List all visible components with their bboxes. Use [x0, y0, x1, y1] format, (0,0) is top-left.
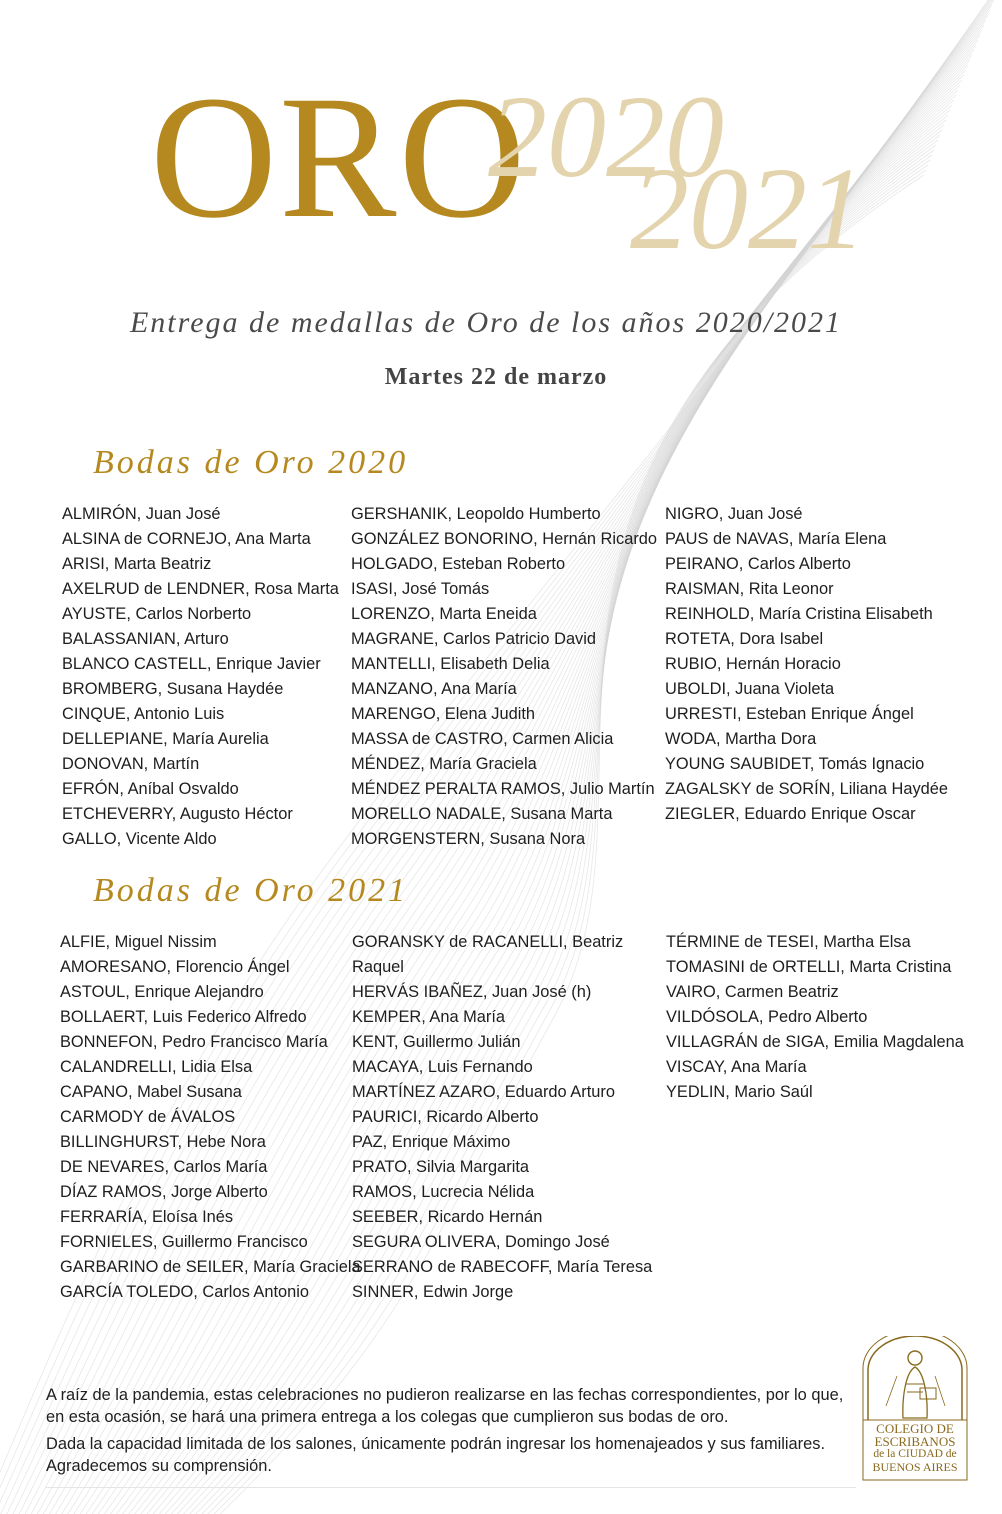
honoree-name: FORNIELES, Guillermo Francisco: [60, 1233, 308, 1251]
honoree-name: VISCAY, Ana María: [666, 1058, 807, 1076]
honoree-name: ASTOUL, Enrique Alejandro: [60, 983, 264, 1001]
honoree-name: EFRÓN, Aníbal Osvaldo: [62, 780, 239, 798]
honoree-name: BONNEFON, Pedro Francisco María: [60, 1033, 328, 1051]
names-2021-col3: [666, 930, 964, 1105]
honoree-name: GONZÁLEZ BONORINO, Hernán Ricardo: [351, 530, 658, 548]
title-year-2021: 2021: [630, 143, 866, 274]
honoree-name: MÉNDEZ PERALTA RAMOS, Julio Martín: [351, 780, 655, 798]
honoree-name: ALSINA de CORNEJO, Ana Marta: [62, 530, 311, 548]
footer-paragraph-2: Dada la capacidad limitada de los salones, únicamente podrán ingresar los homenajeados y sus familiares. Agradecemos su comprensión.: [46, 1435, 825, 1475]
honoree-name: SEGURA OLIVERA, Domingo José: [352, 1233, 610, 1251]
honoree-name: VAIRO, Carmen Beatriz: [666, 983, 839, 1001]
honoree-name: YEDLIN, Mario Saúl: [666, 1083, 813, 1101]
honoree-name: MORELLO NADALE, Susana Marta: [351, 805, 613, 823]
logo-line-1: COLEGIO DE: [876, 1421, 954, 1436]
honoree-name: AXELRUD de LENDNER, Rosa Marta: [62, 580, 339, 598]
honoree-name: BALASSANIAN, Arturo: [62, 630, 229, 648]
honoree-name: VILLAGRÁN de SIGA, Emilia Magdalena: [666, 1033, 964, 1051]
honoree-name: NIGRO, Juan José: [665, 505, 803, 523]
names-2020-col2: [351, 502, 657, 852]
honoree-name: PAZ, Enrique Máximo: [352, 1133, 511, 1151]
title-oro: ORO: [150, 60, 528, 255]
names-2021-col1: [60, 930, 361, 1305]
honoree-name: LORENZO, Marta Eneida: [351, 605, 537, 623]
honoree-name: REINHOLD, María Cristina Elisabeth: [665, 605, 933, 623]
section-title-2020: Bodas de Oro 2020: [93, 444, 409, 481]
honoree-name: DE NEVARES, Carlos María: [60, 1158, 268, 1176]
honoree-name: MACAYA, Luis Fernando: [352, 1058, 533, 1076]
honoree-name: FERRARÍA, Eloísa Inés: [60, 1208, 234, 1226]
honoree-name: WODA, Martha Dora: [665, 730, 817, 748]
honoree-name: MANTELLI, Elisabeth Delia: [351, 655, 550, 673]
names-2020-col3: [665, 502, 948, 827]
honoree-name: RAMOS, Lucrecia Nélida: [352, 1183, 535, 1201]
footer-notice: [46, 1384, 846, 1482]
honoree-name: MÉNDEZ, María Graciela: [351, 755, 537, 773]
footer-divider: [46, 1487, 856, 1488]
honoree-name: ZIEGLER, Eduardo Enrique Oscar: [665, 805, 916, 823]
honoree-name: GORANSKY de RACANELLI, Beatriz Raquel: [352, 933, 624, 976]
honoree-name: GALLO, Vicente Aldo: [62, 830, 217, 848]
honoree-name: DELLEPIANE, María Aurelia: [62, 730, 269, 748]
logo-line-4: BUENOS AIRES: [872, 1460, 958, 1474]
honoree-name: BROMBERG, Susana Haydée: [62, 680, 284, 698]
honoree-name: SEEBER, Ricardo Hernán: [352, 1208, 543, 1226]
honoree-name: DÍAZ RAMOS, Jorge Alberto: [60, 1183, 268, 1201]
logo-line-3: de la CIUDAD de: [873, 1448, 957, 1460]
honoree-name: GARCÍA TOLEDO, Carlos Antonio: [60, 1283, 310, 1301]
honoree-name: ZAGALSKY de SORÍN, Liliana Haydée: [665, 780, 949, 798]
honoree-name: BOLLAERT, Luis Federico Alfredo: [60, 1008, 307, 1026]
honoree-name: YOUNG SAUBIDET, Tomás Ignacio: [665, 755, 925, 773]
honoree-name: MAGRANE, Carlos Patricio David: [351, 630, 597, 648]
honoree-name: KEMPER, Ana María: [352, 1008, 506, 1026]
colegio-escribanos-logo: [862, 1336, 968, 1486]
honoree-name: HERVÁS IBAÑEZ, Juan José (h): [352, 983, 592, 1001]
logo-line-2: ESCRIBANOS: [874, 1434, 956, 1449]
honoree-name: BLANCO CASTELL, Enrique Javier: [62, 655, 321, 673]
names-2021-col2: [352, 930, 653, 1305]
honoree-name: MORGENSTERN, Susana Nora: [351, 830, 586, 848]
honoree-name: CARMODY de ÁVALOS BILLINGHURST, Hebe Nora: [60, 1108, 266, 1151]
honoree-name: AMORESANO, Florencio Ángel: [60, 958, 290, 976]
honoree-name: RAISMAN, Rita Leonor: [665, 580, 834, 598]
honoree-name: SERRANO de RABECOFF, María Teresa: [352, 1258, 653, 1276]
honoree-name: ROTETA, Dora Isabel: [665, 630, 824, 648]
subtitle: Entrega de medallas de Oro de los años 2020/2021: [129, 306, 843, 339]
honoree-name: CINQUE, Antonio Luis: [62, 705, 225, 723]
honoree-name: MANZANO, Ana María: [351, 680, 517, 698]
honoree-name: MARENGO, Elena Judith: [351, 705, 536, 723]
honoree-name: PEIRANO, Carlos Alberto: [665, 555, 851, 573]
honoree-name: KENT, Guillermo Julián: [352, 1033, 521, 1051]
honoree-name: PRATO, Silvia Margarita: [352, 1158, 530, 1176]
honoree-name: GERSHANIK, Leopoldo Humberto: [351, 505, 601, 523]
event-date: Martes 22 de marzo: [384, 364, 608, 390]
honoree-name: GARBARINO de SEILER, María Graciela: [60, 1258, 361, 1276]
footer-paragraph-1: A raíz de la pandemia, estas celebraciones no pudieron realizarse en las fechas correspondientes, por lo que, en esta ocasión, se hará una primera entrega a los colegas que cumplieron sus bodas de oro.: [46, 1386, 844, 1426]
names-2020-col1: [62, 502, 339, 852]
honoree-name: ARISI, Marta Beatriz: [62, 555, 212, 573]
honoree-name: CAPANO, Mabel Susana: [60, 1083, 242, 1101]
honoree-name: ETCHEVERRY, Augusto Héctor: [62, 805, 293, 823]
title-year-2020: 2020: [488, 71, 724, 202]
honoree-name: TÉRMINE de TESEI, Martha Elsa: [666, 933, 911, 951]
honoree-name: MARTÍNEZ AZARO, Eduardo Arturo: [352, 1083, 615, 1101]
honoree-name: VILDÓSOLA, Pedro Alberto: [666, 1008, 868, 1026]
honoree-name: TOMASINI de ORTELLI, Marta Cristina: [666, 958, 952, 976]
section-title-2021: Bodas de Oro 2021: [93, 872, 409, 909]
honoree-name: HOLGADO, Esteban Roberto: [351, 555, 566, 573]
honoree-name: UBOLDI, Juana Violeta: [665, 680, 835, 698]
honoree-name: SINNER, Edwin Jorge: [352, 1283, 514, 1301]
honoree-name: ALFIE, Miguel Nissim: [60, 933, 217, 951]
honoree-name: RUBIO, Hernán Horacio: [665, 655, 841, 673]
honoree-name: AYUSTE, Carlos Norberto: [62, 605, 252, 623]
honoree-name: CALANDRELLI, Lidia Elsa: [60, 1058, 253, 1076]
honoree-name: URRESTI, Esteban Enrique Ángel: [665, 705, 914, 723]
honoree-name: ALMIRÓN, Juan José: [62, 505, 221, 523]
honoree-name: DONOVAN, Martín: [62, 755, 200, 773]
honoree-name: ISASI, José Tomás: [351, 580, 490, 598]
honoree-name: PAURICI, Ricardo Alberto: [352, 1108, 539, 1126]
honoree-name: MASSA de CASTRO, Carmen Alicia: [351, 730, 614, 748]
honoree-name: PAUS de NAVAS, María Elena: [665, 530, 887, 548]
